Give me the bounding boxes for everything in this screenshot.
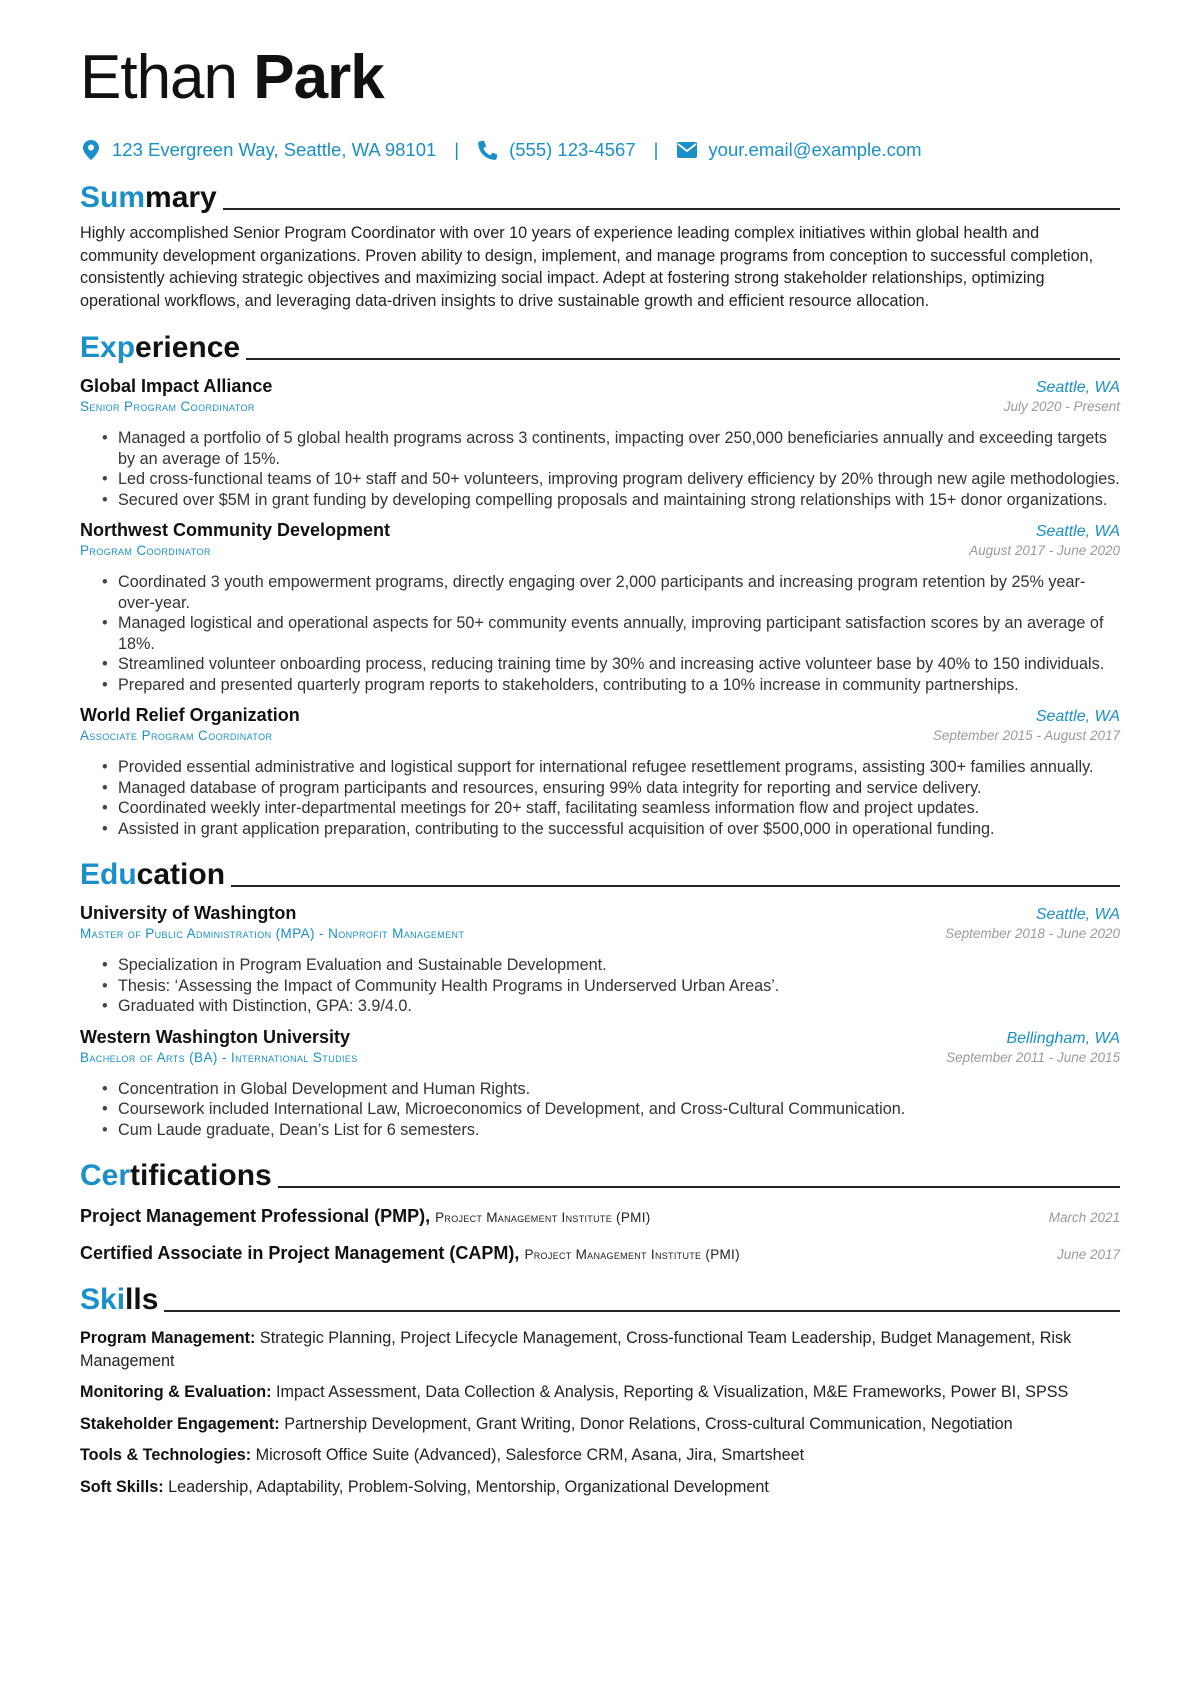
section-divider	[278, 1186, 1120, 1188]
date-range: September 2011 - June 2015	[946, 1049, 1120, 1065]
date-range: July 2020 - Present	[1003, 399, 1120, 414]
bullet-item: • Concentration in Global Development and Human Rights.	[102, 1079, 1120, 1100]
experience-heading: Experience	[80, 326, 1120, 366]
bullet-item: • Specialization in Program Evaluation and Sustainable Development.	[102, 955, 1120, 976]
location: Bellingham, WA	[1006, 1029, 1120, 1047]
contact-separator: |	[454, 139, 460, 160]
map-marker-icon	[80, 139, 102, 161]
education-entry	[80, 903, 1120, 1017]
bullet-item: • Coursework included International Law, Microeconomics of Development, and Cross-Cultural Communication.	[102, 1099, 1120, 1120]
certification-date: March 2021	[1048, 1210, 1120, 1225]
skills-heading: Skills	[80, 1278, 1120, 1318]
experience-entry	[80, 705, 1120, 839]
experience-list	[80, 376, 1120, 839]
education-list	[80, 903, 1120, 1140]
bullet-item: • Streamlined volunteer onboarding process, reducing training time by 30% and increasing active volunteer base by 40% to 150 individuals.	[102, 654, 1120, 675]
bullet-list	[80, 428, 1120, 510]
candidate-name	[80, 42, 1120, 114]
last-name: Park	[253, 43, 384, 112]
skill-row: Program Management: Strategic Planning, Project Lifecycle Management, Cross-functional Team Leadership, Budget Management, Risk Management	[80, 1329, 1072, 1370]
skills-list	[80, 1327, 1120, 1498]
certifications-heading: Certifications	[80, 1154, 1120, 1194]
bullet-item: • Managed database of program participants and resources, ensuring 99% data integrity for reporting and service delivery.	[102, 778, 1120, 799]
skill-row: Monitoring & Evaluation: Impact Assessment, Data Collection & Analysis, Reporting & Visualization, M&E Frameworks, Power BI, SPSS	[80, 1383, 1069, 1401]
summary-heading: Summary	[80, 176, 1120, 216]
experience-entry	[80, 520, 1120, 695]
section-divider	[246, 358, 1120, 360]
contact-separator: |	[653, 139, 659, 160]
certification-item: Certified Associate in Project Management (CAPM), Project Management Institute (PMI) June 2017	[80, 1243, 1120, 1263]
skill-row: Tools & Technologies: Microsoft Office Suite (Advanced), Salesforce CRM, Asana, Jira, Smartsheet	[80, 1446, 805, 1464]
bullet-item: • Cum Laude graduate, Dean’s List for 6 semesters.	[102, 1120, 1120, 1141]
location: Seattle, WA	[1035, 906, 1120, 923]
bullet-item: • Graduated with Distinction, GPA: 3.9/4.0.	[102, 996, 1120, 1017]
certifications-list	[80, 1206, 1120, 1264]
section-divider	[164, 1310, 1120, 1312]
bullet-item: • Prepared and presented quarterly program reports to stakeholders, contributing to a 10% increase in community partnerships.	[102, 675, 1120, 696]
certification-date: June 2017	[1056, 1247, 1120, 1262]
organization-name: World Relief Organization	[80, 705, 300, 725]
organization-name: Western Washington University	[80, 1026, 351, 1047]
bullet-list	[80, 955, 1120, 1017]
location: Seattle, WA	[1035, 523, 1120, 540]
bullet-item: • Coordinated 3 youth empowerment programs, directly engaging over 2,000 participants and increasing program retention by 25% year-over-year.	[102, 572, 1120, 613]
bullet-item: • Managed a portfolio of 5 global health programs across 3 continents, impacting over 250,000 beneficiaries annually and exceeding targets by an average of 15%.	[102, 428, 1120, 469]
phone-icon	[477, 139, 499, 161]
address-text: 123 Evergreen Way, Seattle, WA 98101	[112, 139, 437, 160]
education-heading: Education	[80, 853, 1120, 893]
education-entry	[80, 1027, 1120, 1141]
date-range: September 2018 - June 2020	[945, 926, 1120, 941]
bullet-item: • Provided essential administrative and logistical support for international refugee resettlement programs, assisting 300+ families annually.	[102, 757, 1120, 778]
bullet-list	[80, 572, 1120, 695]
bullet-item: • Coordinated weekly inter-departmental meetings for 20+ staff, facilitating seamless information flow and project updates.	[102, 798, 1120, 819]
bullet-item: • Managed logistical and operational aspects for 50+ community events annually, improving participant satisfaction scores by an average of 18%.	[102, 613, 1120, 654]
bullet-list	[80, 1079, 1120, 1141]
location: Seattle, WA	[1035, 379, 1120, 396]
bullet-item: • Led cross-functional teams of 10+ staff and 50+ volunteers, improving program delivery efficiency by 20% through new agile methodologies.	[102, 469, 1120, 490]
section-divider	[223, 208, 1120, 210]
envelope-icon	[676, 139, 698, 161]
role-title: Bachelor of Arts (BA) - International Studies	[80, 1049, 358, 1065]
section-divider	[231, 885, 1120, 887]
experience-entry	[80, 376, 1120, 510]
role-title: Associate Program Coordinator	[80, 728, 273, 743]
organization-name: Northwest Community Development	[80, 520, 391, 540]
date-range: September 2015 - August 2017	[932, 728, 1120, 743]
role-title: Program Coordinator	[80, 543, 211, 558]
bullet-item: • Secured over $5M in grant funding by developing compelling proposals and maintaining strong relationships with 15+ donor organizations.	[102, 490, 1120, 511]
date-range: August 2017 - June 2020	[969, 543, 1120, 558]
bullet-item: • Thesis: ‘Assessing the Impact of Community Health Programs in Underserved Urban Areas’.	[102, 976, 1120, 997]
contact-bar	[80, 138, 1120, 162]
role-title: Master of Public Administration (MPA) - Nonprofit Management	[80, 926, 465, 941]
summary-text: Highly accomplished Senior Program Coordinator with over 10 years of experience leading complex initiatives within global health and community development organizations. Proven ability to design, implement, and manage programs from conception to successful completion, consistently achieving strategic objectives and maximizing social impact. Adept at fostering strong stakeholder relationships, optimizing operational workflows, and leveraging data-driven insights to drive sustainable growth and efficient resource allocation.	[80, 224, 1094, 310]
organization-name: University of Washington	[80, 903, 297, 923]
skill-row: Soft Skills: Leadership, Adaptability, Problem-Solving, Mentorship, Organizational Development	[80, 1477, 769, 1496]
skill-row: Stakeholder Engagement: Partnership Development, Grant Writing, Donor Relations, Cross-cultural Communication, Negotiation	[80, 1414, 1013, 1433]
location: Seattle, WA	[1035, 708, 1120, 725]
phone-text: (555) 123-4567	[509, 139, 636, 160]
email-link[interactable]: your.email@example.com	[708, 139, 922, 160]
first-name: Ethan	[80, 43, 238, 112]
organization-name: Global Impact Alliance	[80, 376, 273, 396]
certification-item: Project Management Professional (PMP), Project Management Institute (PMI) March 2021	[80, 1206, 1120, 1226]
role-title: Senior Program Coordinator	[80, 399, 255, 414]
bullet-list	[80, 757, 1120, 839]
bullet-item: • Assisted in grant application preparation, contributing to the successful acquisition of over $500,000 in operational funding.	[102, 819, 1120, 840]
